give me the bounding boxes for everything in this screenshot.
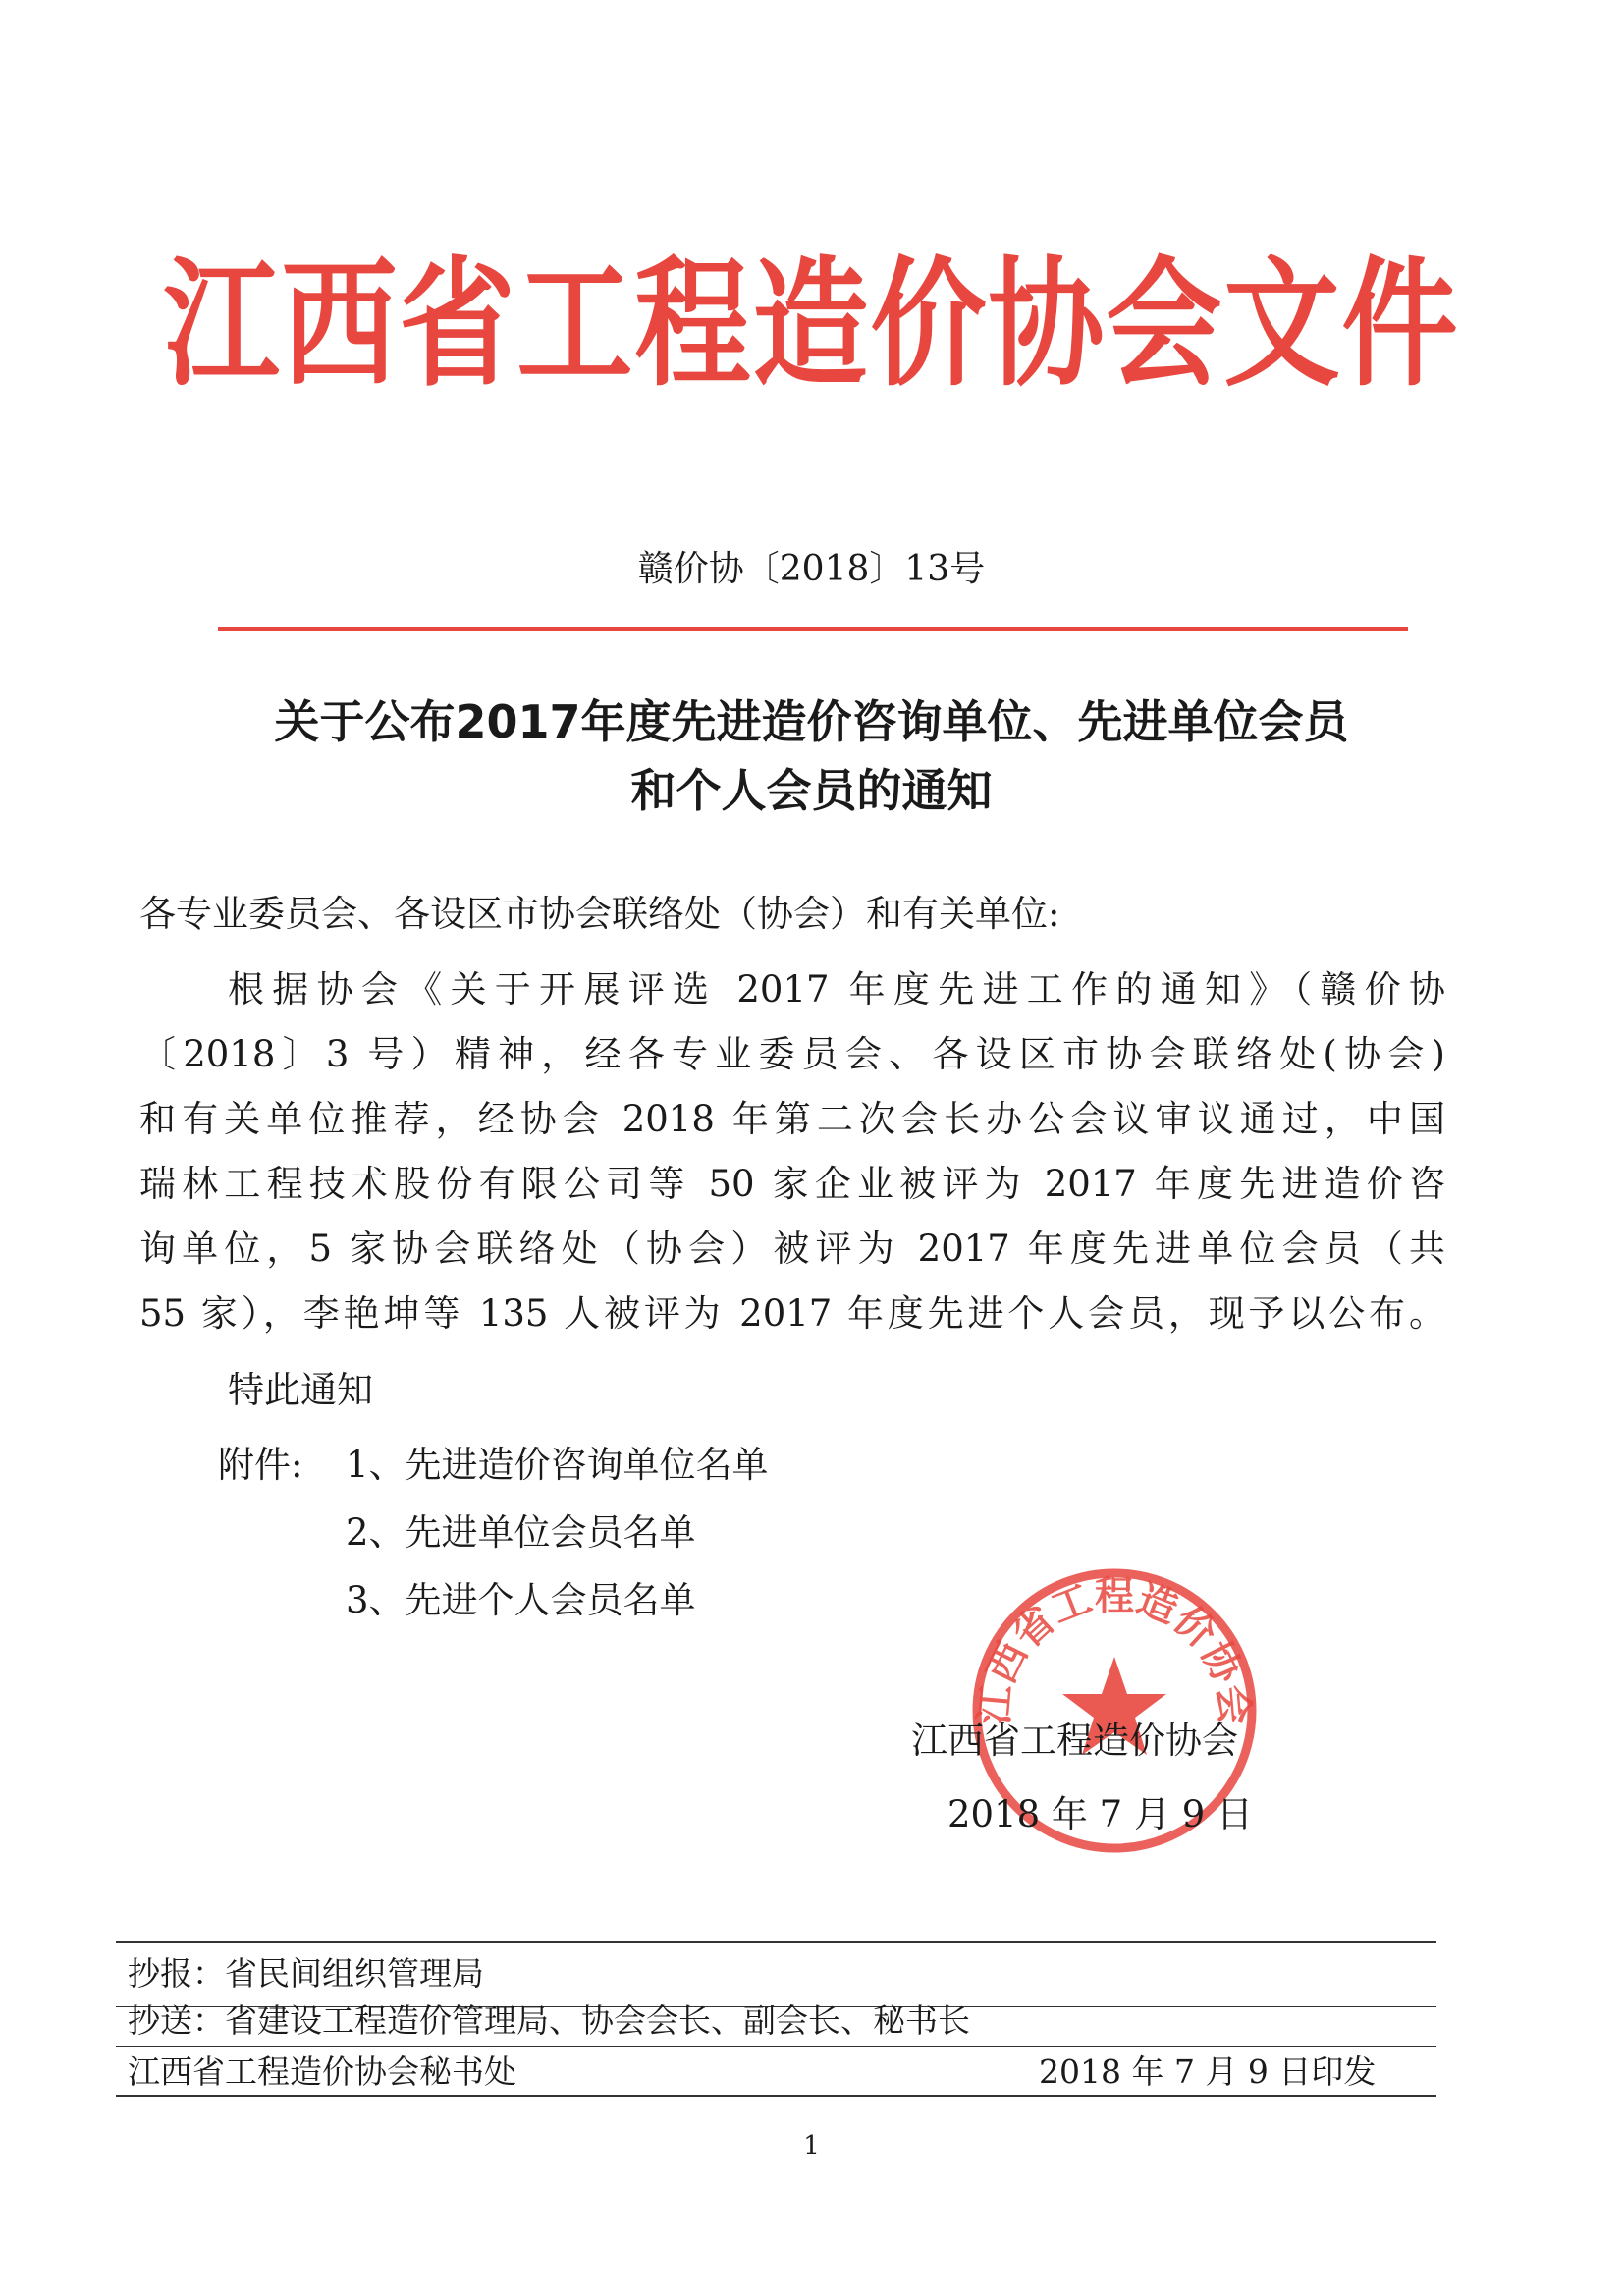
- body-line: 和有关单位推荐，经协会 2018 年第二次会长办公会议审议通过，中国: [139, 1098, 1445, 1140]
- seal-text: 江西省工程造价协会: [971, 1573, 1258, 1726]
- salutation: 各专业委员会、各设区市协会联络处（协会）和有关单位:: [139, 893, 1060, 935]
- closing-notice: 特此通知: [228, 1369, 373, 1411]
- notice-title-line-1: 关于公布2017年度先进造价咨询单位、先进单位会员: [274, 695, 1349, 748]
- header-red-divider: [218, 627, 1408, 631]
- body-line: 询单位，5 家协会联络处（协会）被评为 2017 年度先进单位会员（共: [139, 1228, 1445, 1270]
- footer-divider: [116, 2046, 1436, 2047]
- attachment-item: 2、先进单位会员名单: [346, 1511, 696, 1554]
- copy-to: 抄送：省建设工程造价管理局、协会会长、副会长、秘书长: [128, 2001, 970, 2040]
- signature-organization: 江西省工程造价协会: [911, 1720, 1238, 1762]
- body-line: 〔2018〕3 号）精神，经各专业委员会、各设区市协会联络处(协会): [139, 1033, 1445, 1075]
- body-line: 瑞林工程技术股份有限公司等 50 家企业被评为 2017 年度先进造价咨: [139, 1163, 1445, 1205]
- issue-date: 2018 年 7 月 9 日印发: [1039, 2052, 1377, 2091]
- attachment-label: 附件:: [218, 1444, 303, 1486]
- attachment-item: 1、先进造价咨询单位名单: [346, 1444, 769, 1486]
- document-header-title: 江西省工程造价协会文件: [163, 243, 1460, 406]
- body-line: 根据协会《关于开展评选 2017 年度先进工作的通知》（赣价协: [228, 968, 1445, 1011]
- page-number: 1: [803, 2131, 820, 2160]
- footer-divider: [116, 2095, 1436, 2097]
- footer-divider: [116, 1941, 1436, 1943]
- report-to: 抄报：省民间组织管理局: [128, 1954, 484, 1993]
- notice-title-line-2: 和个人会员的通知: [630, 764, 993, 817]
- document-number: 赣价协〔2018〕13号: [637, 549, 986, 589]
- body-line: 55 家），李艳坤等 135 人被评为 2017 年度先进个人会员，现予以公布。: [139, 1292, 1445, 1335]
- issuing-office: 江西省工程造价协会秘书处: [128, 2052, 516, 2091]
- signature-date: 2018 年 7 月 9 日: [947, 1793, 1254, 1835]
- attachment-item: 3、先进个人会员名单: [346, 1579, 696, 1621]
